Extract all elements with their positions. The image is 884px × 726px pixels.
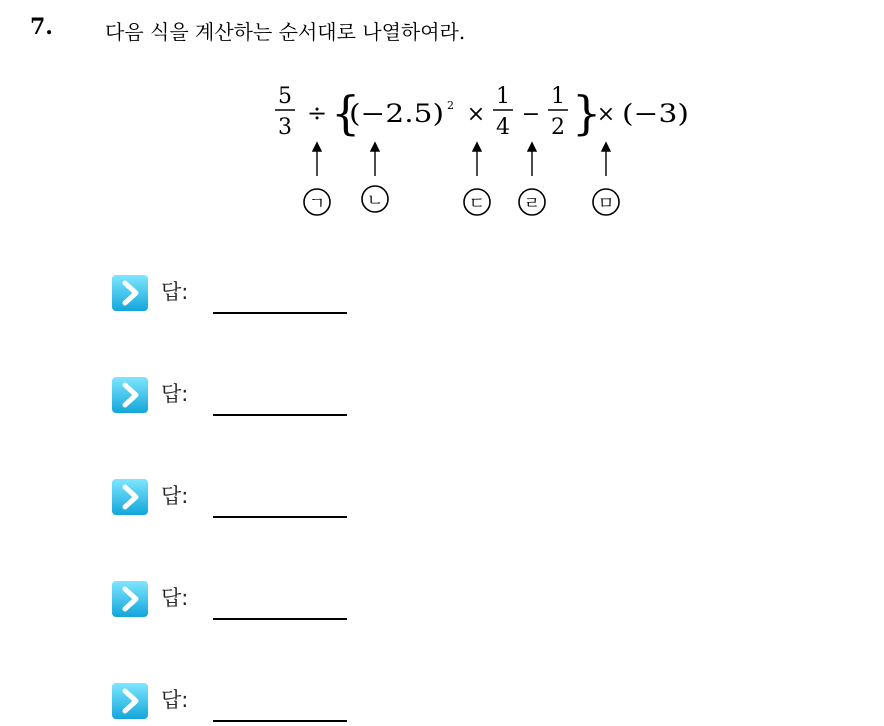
times-sign-1: × [466,102,486,127]
answer-row-3 [111,478,371,518]
math-expression [0,0,884,240]
answer-label: 답: [161,586,189,610]
arrow-up-icon [528,143,536,176]
minus-sign: − [521,102,541,127]
answer-label: 답: [161,484,189,508]
question-prompt: 다음 식을 계산하는 순서대로 나열하여라. [105,20,466,44]
exponent: 2 [447,99,454,112]
chevron-right-icon [111,580,149,618]
answer-label: 답: [161,280,189,304]
frac1-numerator: 5 [278,84,292,109]
answer-blank[interactable] [213,720,347,722]
chevron-right-icon [111,682,149,720]
arrow-up-icon [371,143,379,176]
marker-3: ㄷ [468,194,486,214]
frac2-numerator: 1 [496,84,510,109]
answer-row-4 [111,580,371,620]
arrow-up-icon [473,143,481,176]
frac3-denominator: 2 [551,115,565,140]
answer-blank[interactable] [213,414,347,416]
marker-1: ㄱ [308,194,326,214]
answer-blank[interactable] [213,516,347,518]
close-brace: } [572,86,602,140]
paren-term: (−2.5) [349,99,444,128]
chevron-right-icon [111,274,149,312]
times-sign-2: × [596,102,616,127]
answer-label: 답: [161,688,189,712]
frac2-denominator: 4 [496,115,510,140]
arrow-up-icon [313,143,321,176]
answer-row-1 [111,274,371,314]
last-term: (−3) [622,99,689,128]
marker-2: ㄴ [366,191,384,211]
frac1-denominator: 3 [278,115,292,140]
chevron-right-icon [111,376,149,414]
answer-row-2 [111,376,371,416]
frac3-numerator: 1 [551,84,565,109]
answer-label: 답: [161,382,189,406]
marker-5: ㅁ [597,194,615,214]
arrow-up-icon [602,143,610,176]
question-number: 7. [30,14,53,40]
chevron-right-icon [111,478,149,516]
answer-row-5 [111,682,371,722]
answer-blank[interactable] [213,312,347,314]
open-brace: { [331,86,361,140]
marker-4: ㄹ [523,194,541,214]
division-sign: ÷ [306,99,328,127]
answer-blank[interactable] [213,618,347,620]
